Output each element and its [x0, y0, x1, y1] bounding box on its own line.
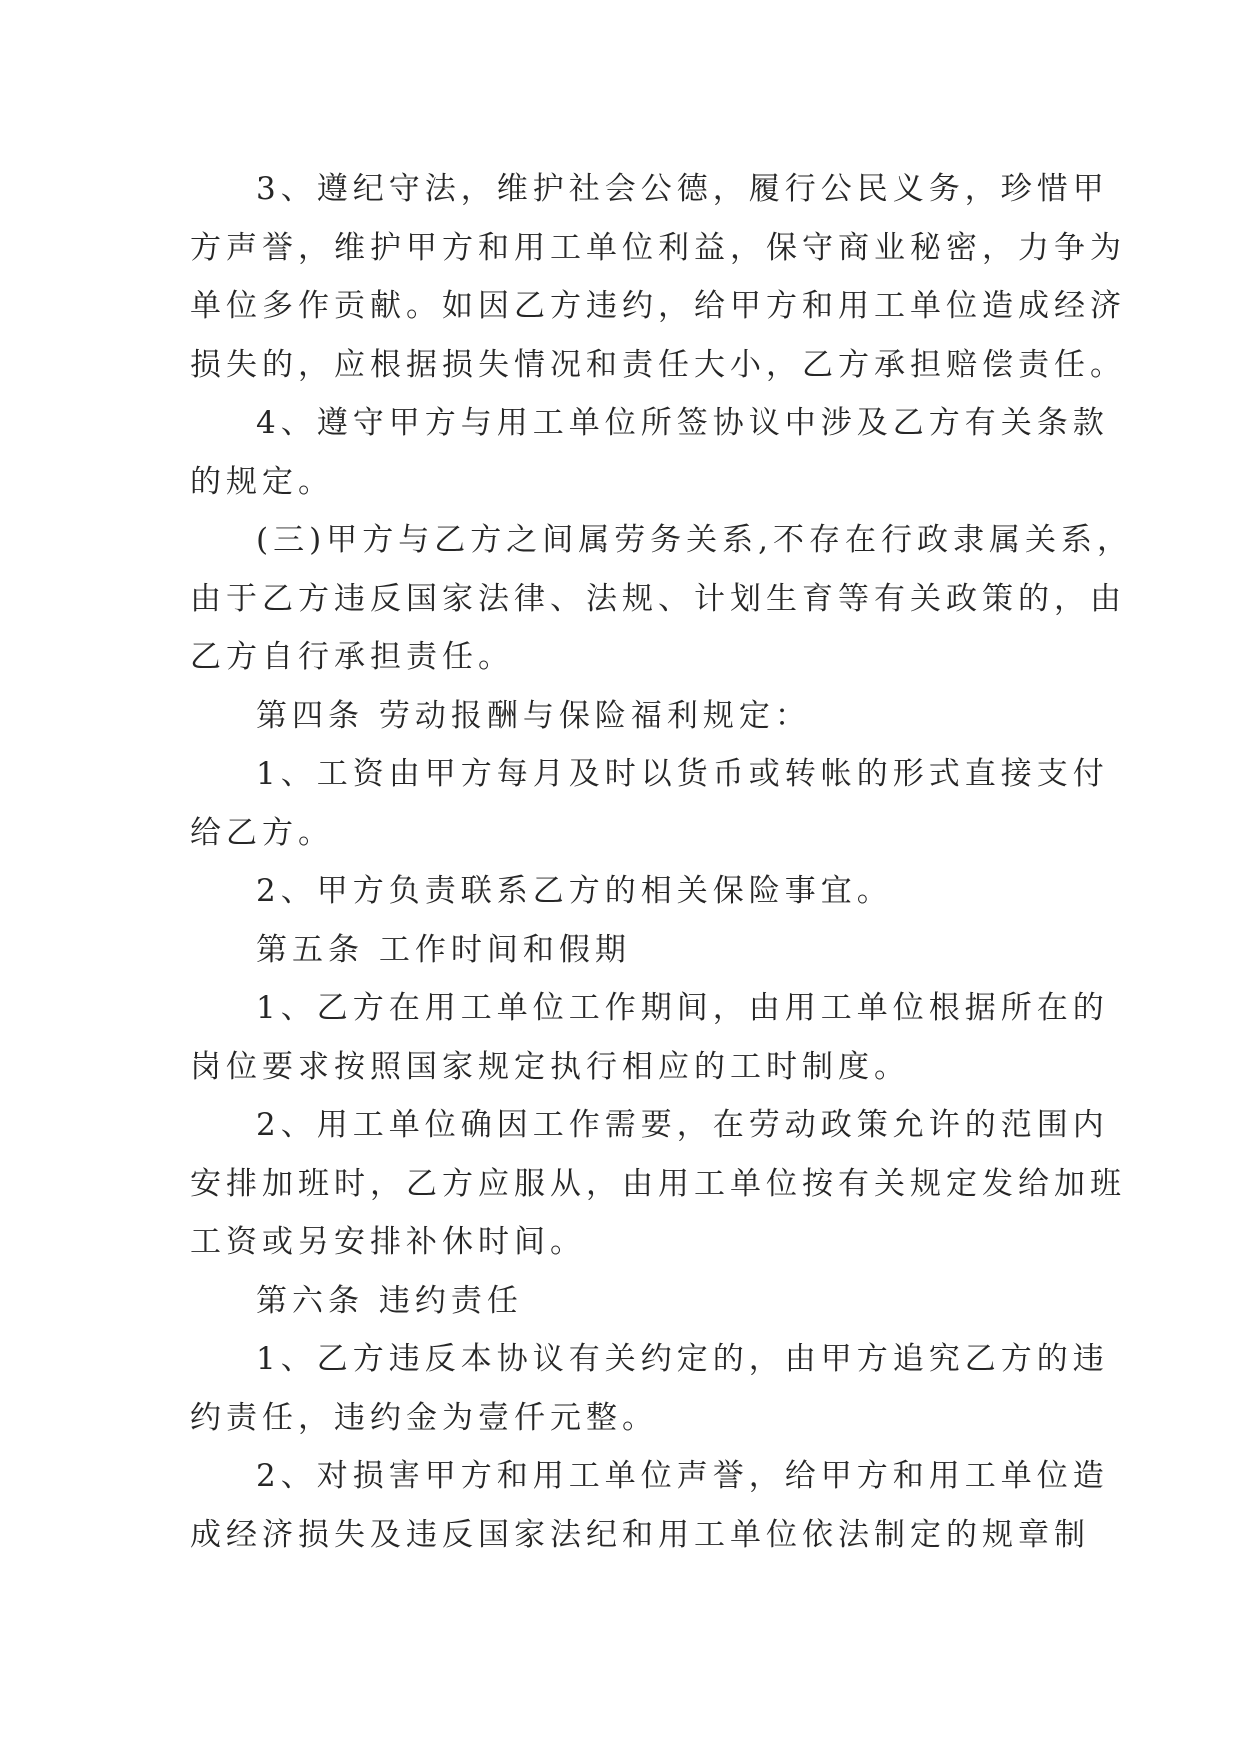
text-line: 的规定。: [190, 463, 334, 500]
paragraph-article-4-item-2: [190, 862, 1050, 921]
text-line: 方声誉，维护甲方和用工单位利益，保守商业秘密，力争为: [190, 229, 1126, 266]
paragraph-article-4-item-1: [190, 745, 1109, 862]
text-line: 第四条 劳动报酬与保险福利规定：: [256, 697, 811, 734]
text-line: 2、甲方负责联系乙方的相关保险事宜。: [256, 873, 893, 909]
paragraph-section-3: [190, 511, 1134, 687]
paragraph-article-6-item-2: [190, 1447, 1109, 1564]
paragraph-article-6-item-1: [190, 1330, 1109, 1447]
article-6-heading: [190, 1272, 1050, 1331]
text-line: 第六条 违约责任: [256, 1282, 523, 1319]
text-line: 给乙方。: [190, 814, 334, 851]
document-body: [190, 160, 1134, 1564]
text-line: 2、用工单位确因工作需要，在劳动政策允许的范围内: [256, 1107, 1109, 1143]
text-line: 3、遵纪守法，维护社会公德，履行公民义务，珍惜甲: [256, 171, 1109, 207]
text-line: 安排加班时，乙方应服从，由用工单位按有关规定发给加班: [190, 1165, 1126, 1202]
article-4-heading: [190, 687, 1050, 746]
paragraph-article-5-item-1: [190, 979, 1109, 1096]
text-line: 乙方自行承担责任。: [190, 639, 514, 675]
text-line: 1、乙方违反本协议有关约定的，由甲方追究乙方的违: [256, 1341, 1109, 1377]
paragraph-clause-3: [190, 160, 1126, 394]
text-line: 由于乙方违反国家法律、法规、计划生育等有关政策的，由: [190, 580, 1126, 617]
article-5-heading: [190, 921, 1050, 980]
text-line: 约责任，违约金为壹仟元整。: [190, 1399, 658, 1436]
text-line: 岗位要求按照国家规定执行相应的工时制度。: [190, 1048, 910, 1085]
text-line: 1、工资由甲方每月及时以货币或转帐的形式直接支付: [256, 756, 1109, 792]
text-line: 第五条 工作时间和假期: [256, 931, 631, 968]
paragraph-clause-4: [190, 394, 1109, 511]
text-line: 2、对损害甲方和用工单位声誉，给甲方和用工单位造: [256, 1458, 1109, 1494]
text-line: 成经济损失及违反国家法纪和用工单位依法制定的规章制: [190, 1516, 1090, 1553]
text-line: 工资或另安排补休时间。: [190, 1224, 586, 1260]
text-line: 4、遵守甲方与用工单位所签协议中涉及乙方有关条款: [256, 405, 1109, 441]
text-line: 损失的，应根据损失情况和责任大小，乙方承担赔偿责任。: [190, 346, 1126, 383]
text-line: 1、乙方在用工单位工作期间，由用工单位根据所在的: [256, 990, 1109, 1026]
text-line: (三)甲方与乙方之间属劳务关系,不存在行政隶属关系，: [256, 522, 1134, 558]
paragraph-article-5-item-2: [190, 1096, 1126, 1272]
text-line: 单位多作贡献。如因乙方违约，给甲方和用工单位造成经济: [190, 288, 1126, 324]
